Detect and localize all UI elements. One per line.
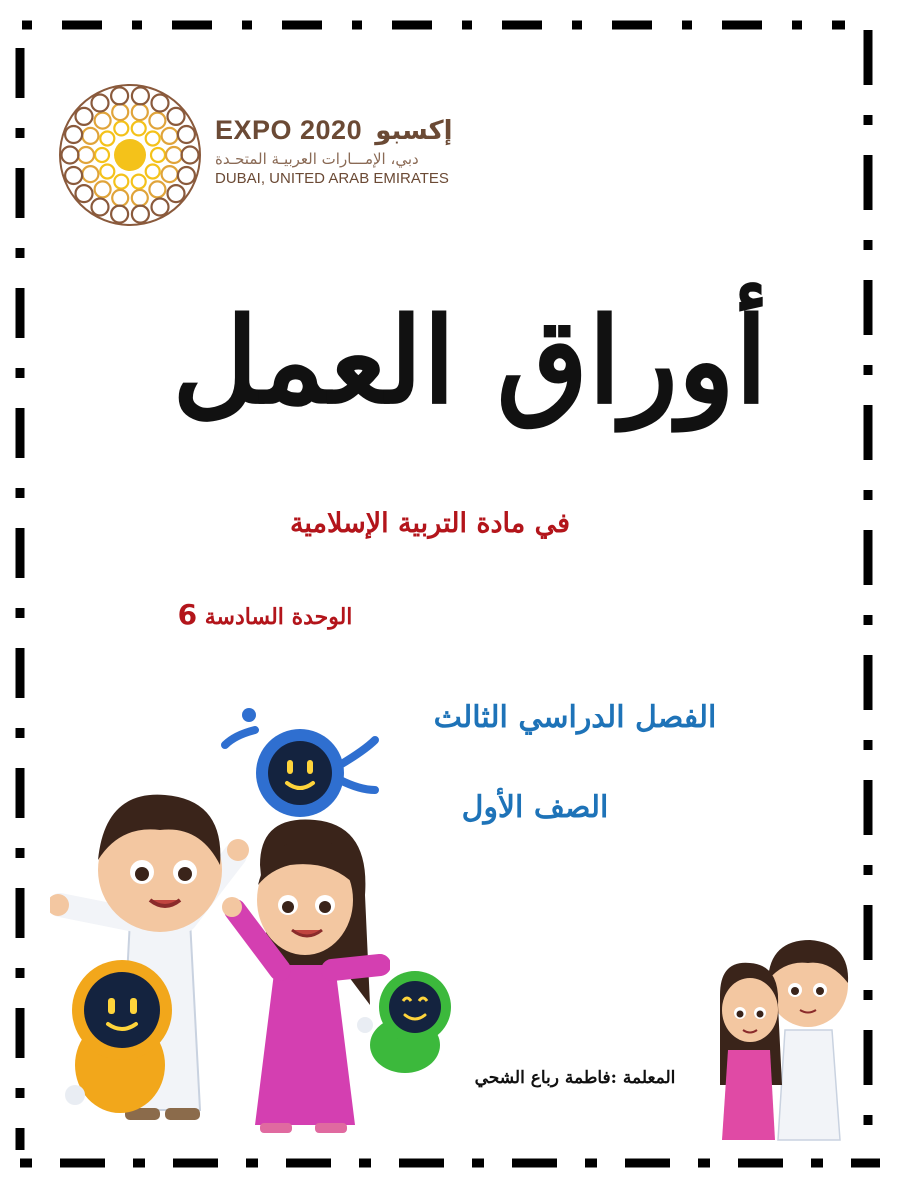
- logo-ring: [162, 128, 178, 144]
- term-line: الفصل الدراسي الثالث: [433, 700, 717, 735]
- logo-ring: [162, 166, 178, 182]
- logo-ring: [132, 87, 149, 104]
- logo-ring: [114, 121, 128, 135]
- logo-ring: [112, 104, 128, 120]
- logo-expo-en: EXPO 2020: [215, 115, 363, 145]
- logo-ring: [65, 126, 82, 143]
- logo-ring: [149, 113, 165, 129]
- logo-ring: [82, 166, 98, 182]
- logo-ring: [132, 175, 146, 189]
- teacher-name: المعلمة :فاطمة رباع الشحي: [474, 1068, 676, 1088]
- page-title: أوراق العمل: [172, 291, 768, 430]
- logo-ring: [95, 181, 111, 197]
- logo-ring: [146, 165, 160, 179]
- logo-ring: [82, 128, 98, 144]
- unit-number: 6: [177, 598, 198, 631]
- logo-expo-ar: إكسبو: [375, 116, 453, 146]
- logo-ring: [132, 104, 148, 120]
- logo-ring: [65, 167, 82, 184]
- logo-ring: [168, 185, 185, 202]
- expo-logo-mark: [50, 75, 210, 235]
- logo-ring: [76, 108, 93, 125]
- logo-ring: [151, 148, 165, 162]
- logo-ring: [78, 147, 94, 163]
- logo-subtitle-en: DUBAI, UNITED ARAB EMIRATES: [215, 170, 449, 187]
- yellow-robot: [60, 950, 180, 1120]
- logo-ring: [112, 190, 128, 206]
- logo-ring: [111, 87, 128, 104]
- logo-ring: [149, 181, 165, 197]
- logo-text: [215, 115, 453, 187]
- logo-ring: [146, 132, 160, 146]
- logo-subtitle-ar: دبي، الإمـــارات العربيـة المتحـدة: [215, 150, 419, 168]
- logo-ring: [132, 121, 146, 135]
- logo-ring: [178, 167, 195, 184]
- expo-2020-logo: [50, 75, 470, 235]
- logo-ring: [168, 108, 185, 125]
- logo-ring: [182, 147, 199, 164]
- unit-label: الوحدة السادسة: [204, 604, 353, 630]
- green-robot: [355, 965, 465, 1080]
- logo-ring: [100, 132, 114, 146]
- logo-ring: [178, 126, 195, 143]
- logo-ring: [95, 113, 111, 129]
- logo-ring: [92, 199, 109, 216]
- logo-ring: [152, 95, 169, 112]
- small-kids-pair: [700, 935, 870, 1155]
- logo-ring: [100, 165, 114, 179]
- logo-ring: [76, 185, 93, 202]
- logo-ring: [92, 95, 109, 112]
- logo-ring: [132, 206, 149, 223]
- unit-line: [150, 598, 380, 631]
- grade-line: الصف الأول: [461, 790, 609, 825]
- logo-ring: [114, 175, 128, 189]
- logo-ring: [152, 199, 169, 216]
- logo-ring: [166, 147, 182, 163]
- logo-ring: [95, 148, 109, 162]
- logo-ring: [62, 147, 79, 164]
- subject-line: في مادة التربية الإسلامية: [289, 508, 571, 539]
- logo-ring: [111, 206, 128, 223]
- logo-ring: [132, 190, 148, 206]
